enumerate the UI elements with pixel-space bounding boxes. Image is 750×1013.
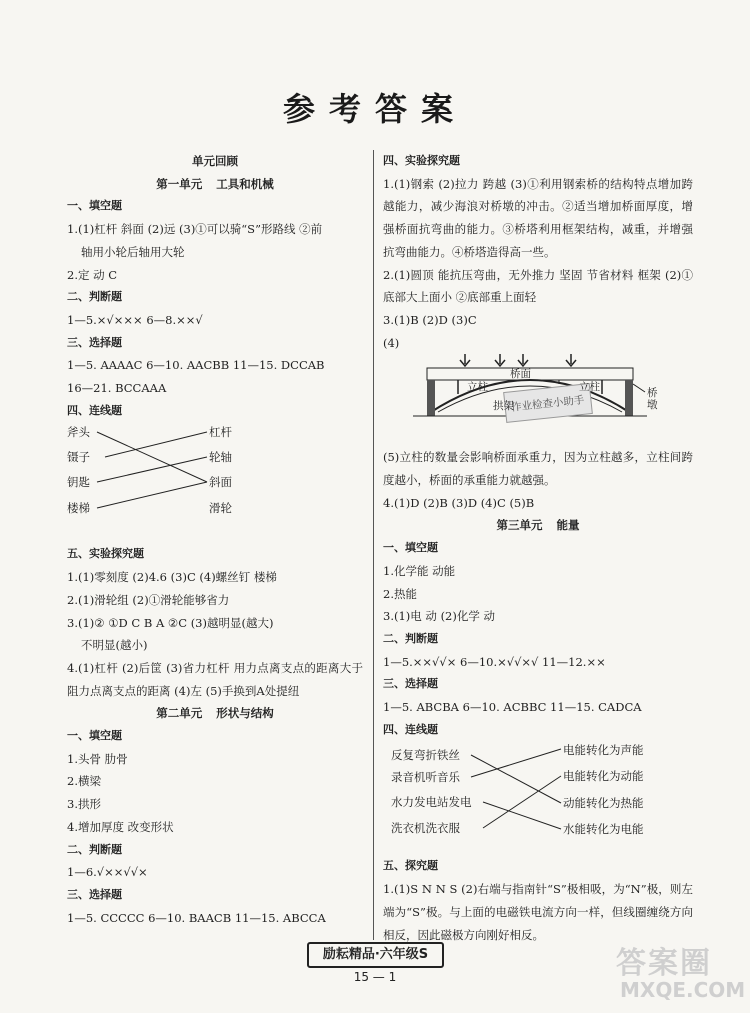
unit2-exp-heading: 四、实验探究题 xyxy=(383,154,460,167)
unit1-choice-answers-2: 16—21. BCCAAA xyxy=(67,381,167,396)
unit2-exp-5: (5)立柱的数量会影响桥面承重力，因为立柱越多，立柱间跨度越小，桥面的承重能力就越强。 xyxy=(383,450,693,488)
link-right-1: 杠杆 xyxy=(209,425,232,440)
link-right-2: 轮轴 xyxy=(209,450,232,465)
unit2-judge-answers: 1—6.√××√√× xyxy=(67,865,148,880)
review-heading: 单元回顾 xyxy=(192,154,238,168)
unit3-label: 第三单元 xyxy=(496,518,543,533)
unit1-fill-1a: 1.(1)杠杆 斜面 (2)远 (3)①可以骑“S”形路线 ②前 xyxy=(67,222,323,237)
unit2-exp-1: 1.(1)钢索 (2)拉力 跨越 (3)①利用钢索桥的结构特点增加跨越能力，减少海浪对桥墩的冲击。②适当增加桥面厚度，增强桥面抗弯曲的能力。③桥塔利用框架结构，减重，并增强抗弯曲能力。④桥塔造得高一些。 xyxy=(383,176,693,259)
right-column xyxy=(383,150,693,946)
energy-left-3: 水力发电站发电 xyxy=(391,795,472,810)
unit1-link-diagram xyxy=(67,424,363,539)
watermark-logo xyxy=(612,936,746,1006)
unit1-fill-2: 2.定 动 C xyxy=(67,267,118,282)
column-divider xyxy=(373,150,374,940)
bridge-label-pillar-right: 立柱 xyxy=(579,381,600,394)
unit2-fill-3: 3.拱形 xyxy=(67,797,101,812)
unit2-label: 第二单元 xyxy=(156,706,203,721)
unit1-link-heading: 四、连线题 xyxy=(67,403,122,417)
unit1-fill-1b: 轴用小轮后轴用大轮 xyxy=(81,244,185,259)
load-arrow-4 xyxy=(566,354,576,366)
unit1-exp-heading: 五、实验探究题 xyxy=(67,547,144,561)
unit3-fill-heading: 一、填空题 xyxy=(383,541,438,555)
unit1-choice-heading: 三、选择题 xyxy=(67,335,122,349)
unit2-exp-2: 2.(1)圆顶 能抗压弯曲，无外推力 坚固 节省材料 框架 (2)①底部大上面小 ②底部重上面轻 xyxy=(383,267,693,305)
unit1-choice-answers-1: 1—5. AAAAC 6—10. AACBB 11—15. DCCAB xyxy=(67,358,325,373)
unit1-heading xyxy=(67,173,363,196)
link-line-3 xyxy=(97,457,207,482)
unit2-exp-4-label: (4) xyxy=(383,335,400,350)
load-arrow-2 xyxy=(495,354,505,366)
unit1-exp-3b: 不明显(越小) xyxy=(81,638,148,653)
unit2-exp-3: 3.(1)B (2)D (3)C xyxy=(383,312,477,327)
link-line-2 xyxy=(97,432,207,482)
page-number: 15 — 1 xyxy=(353,970,397,984)
footer-brand: 励耘精品·六年级S xyxy=(307,942,444,968)
watermark-text: 答案圈 xyxy=(616,946,712,981)
unit2-fill-4: 4.增加厚度 改变形状 xyxy=(67,819,174,834)
bridge-diagram xyxy=(383,354,693,444)
unit3-exp-heading: 五、探究题 xyxy=(383,859,438,873)
energy-right-1: 电能转化为声能 xyxy=(563,743,644,758)
unit3-link-heading: 四、连线题 xyxy=(383,722,438,736)
link-right-4: 滑轮 xyxy=(209,501,232,516)
stamp-text: 作业检查小助手 xyxy=(510,394,585,415)
link-left-3: 钥匙 xyxy=(67,475,90,490)
left-column xyxy=(67,150,363,929)
bridge-label-pier: 桥墩 xyxy=(647,387,658,412)
watermark-domain: MXQE.COM xyxy=(620,978,746,1002)
unit3-fill-2: 2.热能 xyxy=(383,586,417,601)
energy-link-3 xyxy=(483,802,561,829)
unit1-exp-2: 2.(1)滑轮组 (2)①滑轮能够省力 xyxy=(67,592,230,607)
unit1-name: 工具和机械 xyxy=(216,176,274,191)
unit3-heading xyxy=(383,514,693,537)
bridge-label-arch: 拱架 xyxy=(493,400,514,413)
unit1-fill-heading: 一、填空题 xyxy=(67,199,122,213)
unit2-fill-2: 2.横梁 xyxy=(67,774,101,789)
bridge-label-deck: 桥面 xyxy=(510,368,531,381)
pier-pointer xyxy=(633,384,645,392)
unit3-exp-1: 1.(1)S N N S (2)右端与指南针“S”极相吸，为“N”极，则左端为“S”极。与上面的电磁铁电流方向一样，但线圈缠绕方向相反，因此磁极方向刚好相反。 xyxy=(383,882,693,942)
energy-left-4: 洗衣机洗衣服 xyxy=(391,821,460,836)
bridge-pier-right xyxy=(625,380,633,416)
energy-link-4 xyxy=(483,776,561,828)
unit2-fill-heading: 一、填空题 xyxy=(67,729,122,743)
load-arrow-1 xyxy=(460,354,470,366)
link-left-4: 楼梯 xyxy=(67,501,90,516)
unit3-link-diagram xyxy=(383,743,693,851)
unit2-choice-heading: 三、选择题 xyxy=(67,887,122,901)
energy-left-2: 录音机听音乐 xyxy=(391,770,460,785)
unit3-fill-3: 3.(1)电 动 (2)化学 动 xyxy=(383,609,496,624)
link-line-1 xyxy=(105,432,207,457)
unit2-choice-answers: 1—5. CCCCC 6—10. BAACB 11—15. ABCCA xyxy=(67,910,326,925)
energy-link-1 xyxy=(471,755,561,803)
unit3-judge-answers: 1—5.××√√× 6—10.×√√×√ 11—12.×× xyxy=(383,654,606,669)
unit3-fill-1: 1.化学能 动能 xyxy=(383,563,456,578)
energy-left-1: 反复弯折铁丝 xyxy=(391,748,460,763)
link-line-4 xyxy=(97,482,207,508)
unit3-name: 能量 xyxy=(556,518,580,533)
unit2-exp-6: 4.(1)D (2)B (3)D (4)C (5)B xyxy=(383,495,535,510)
unit2-heading xyxy=(67,702,363,725)
unit1-exp-3a: 3.(1)② ①D C B A ②C (3)越明显(越大) xyxy=(67,615,274,630)
link-left-2: 镊子 xyxy=(67,450,90,465)
link-left-1: 斧头 xyxy=(67,425,90,440)
unit1-judge-heading: 二、判断题 xyxy=(67,290,122,304)
bridge-label-pillar-left: 立柱 xyxy=(467,381,488,394)
unit1-exp-4: 4.(1)杠杆 (2)后筐 (3)省力杠杆 用力点离支点的距离大于阻力点离支点的距离 (4)左 (5)手换到A处提纽 xyxy=(67,660,363,698)
unit3-choice-heading: 三、选择题 xyxy=(383,677,438,691)
unit2-name: 形状与结构 xyxy=(216,706,274,721)
energy-right-4: 水能转化为电能 xyxy=(563,822,644,837)
unit1-judge-answers: 1—5.×√××× 6—8.××√ xyxy=(67,312,203,327)
link-right-3: 斜面 xyxy=(209,475,232,490)
energy-right-2: 电能转化为动能 xyxy=(563,769,644,784)
page-title: 参考答案 xyxy=(282,90,467,128)
unit2-judge-heading: 二、判断题 xyxy=(67,842,122,856)
unit1-exp-1: 1.(1)零刻度 (2)4.6 (3)C (4)螺丝钉 楼梯 xyxy=(67,570,277,585)
energy-link-2 xyxy=(471,749,561,777)
unit1-label: 第一单元 xyxy=(156,176,203,191)
unit3-choice-answers: 1—5. ABCBA 6—10. ACBBC 11—15. CADCA xyxy=(383,700,642,715)
energy-right-3: 动能转化为热能 xyxy=(563,796,644,811)
bridge-pier-left xyxy=(427,380,435,416)
load-arrow-3 xyxy=(518,354,528,366)
unit2-fill-1: 1.头骨 肋骨 xyxy=(67,751,128,766)
unit3-judge-heading: 二、判断题 xyxy=(383,631,438,645)
